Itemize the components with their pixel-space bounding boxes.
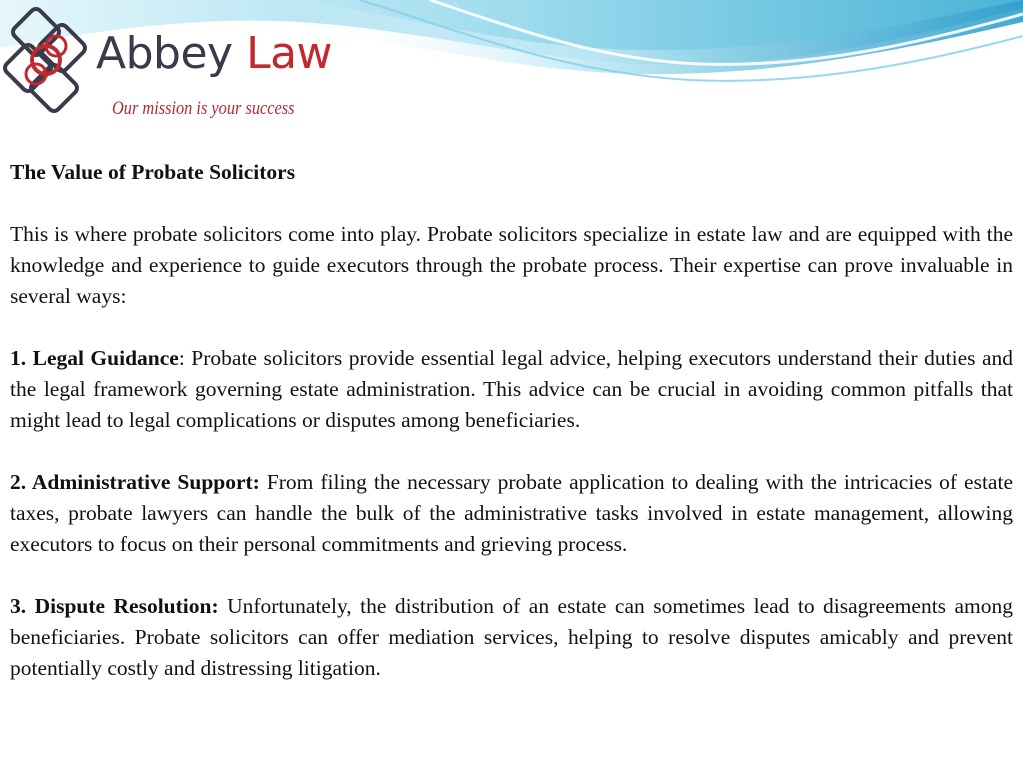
brand-tagline: Our mission is your success (112, 98, 295, 119)
point-text: Unfortunately, the distribution of an estate can sometimes lead to disagreements among beneficiaries. Probate solicitors can offer mediation services, helping to resolve disputes amicably and prevent potentially costly and distressing litigation. (10, 594, 1014, 680)
point-lead: 3. Dispute Resolution: (10, 594, 219, 618)
point-lead: 1. Legal Guidance (10, 346, 179, 370)
article-title: The Value of Probate Solicitors (10, 160, 296, 184)
brand-name-part1: Abbey (96, 28, 247, 79)
brand-name (96, 28, 333, 79)
abbey-law-logo (0, 0, 333, 140)
article-intro: This is where probate solicitors come into play. Probate solicitors specialize in estate law and are equipped with the knowledge and experience to guide executors through the probate process. Their expertise can prove invaluable in several ways: (10, 222, 1013, 308)
point-dispute-resolution (10, 591, 1013, 684)
knot-emblem-icon (0, 0, 100, 140)
article-body (10, 157, 1013, 715)
point-separator: : (178, 346, 185, 370)
point-text: Probate solicitors provide essential legal advice, helping executors understand their duties and the legal framework governing estate administration. This advice can be crucial in avoiding common pitfalls that might lead to legal complications or disputes among beneficiaries. (10, 346, 1013, 432)
point-text: From filing the necessary probate application to dealing with the intricacies of estate taxes, probate lawyers can handle the bulk of the administrative tasks involved in estate management, allowing executors to focus on their personal commitments and grieving process. (10, 470, 1013, 556)
point-legal-guidance (10, 343, 1013, 436)
point-lead: 2. Administrative Support: (10, 470, 260, 494)
brand-name-part2: Law (246, 28, 333, 79)
point-administrative-support (10, 467, 1013, 560)
